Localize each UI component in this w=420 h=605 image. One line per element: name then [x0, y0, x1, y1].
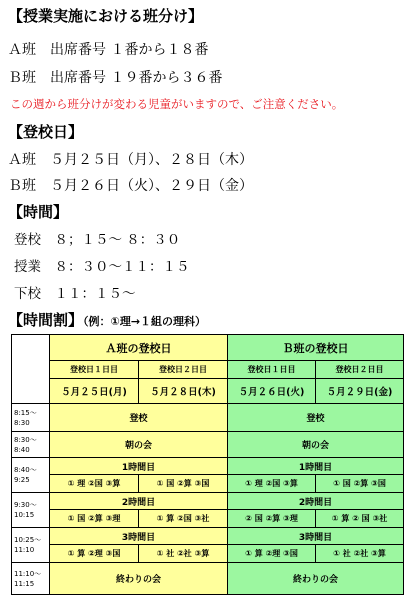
- table-row: [12, 528, 404, 545]
- lessons-line: 授業 ８：３０～１１：１５: [14, 259, 190, 275]
- table-row: [12, 510, 404, 528]
- subject-cell: ② 国 ②算 ③理: [228, 510, 316, 528]
- subject-cell: ① 算 ②理 ③国: [228, 545, 316, 563]
- time-start: 8:15～: [14, 408, 37, 417]
- subject-cell: ① 社 ②社 ③算: [139, 545, 228, 563]
- timetable-note: （例：①理→１組の理科）: [83, 315, 207, 328]
- morning-meeting-cell-b: 朝の会: [228, 432, 404, 458]
- arrive-line: 登校 ８；１５～ ８：３０: [14, 232, 181, 248]
- closing-meeting-cell-b: 終わりの会: [228, 563, 404, 595]
- date-cell: ５月２８日(木): [139, 379, 228, 404]
- period-label: 3時間目: [50, 528, 228, 545]
- group-b-line: Ｂ班 出席番号 １９番から３６番: [8, 70, 223, 86]
- heading-timetable: [8, 310, 206, 332]
- group-a-line: Ａ班 出席番号 １番から１８番: [8, 42, 209, 58]
- period-label: 1時間目: [228, 458, 404, 475]
- time-cell: [12, 458, 50, 493]
- day-label: 登校日１日目: [50, 361, 139, 379]
- days-b-line: Ｂ班 ５月２６日（火）、２９日（金）: [8, 178, 253, 194]
- timetable-table: [11, 334, 404, 595]
- subject-cell: ① 社 ②社 ③算: [316, 545, 404, 563]
- caution-text: この週から班分けが変わる児童がいますので、ご注意ください。: [10, 97, 344, 111]
- time-start: 8:40～: [14, 466, 37, 474]
- days-a-line: Ａ班 ５月２５日（月）、２８日（木）: [8, 152, 253, 168]
- period-label: 2時間目: [228, 493, 404, 510]
- subject-cell: ① 国 ②算 ③理: [50, 510, 139, 528]
- time-cell: [12, 563, 50, 595]
- time-cell: [12, 432, 50, 458]
- arrival-cell-b: 登校: [228, 404, 404, 432]
- morning-meeting-cell-a: 朝の会: [50, 432, 228, 458]
- subject-cell: ① 算 ②理 ③国: [50, 545, 139, 563]
- table-row: [12, 545, 404, 563]
- period-label: 3時間目: [228, 528, 404, 545]
- time-cell: [12, 528, 50, 563]
- time-end: 9:25: [14, 476, 30, 484]
- heading-time: 【時間】: [8, 203, 69, 221]
- table-row: [12, 404, 404, 432]
- group-a-header: Ａ班の登校日: [50, 335, 228, 361]
- day-label: 登校日２日目: [316, 361, 404, 379]
- time-end: 11:10: [14, 546, 35, 554]
- subject-cell: ① 理 ②国 ③算: [228, 475, 316, 493]
- timetable-corner: [12, 335, 50, 404]
- heading-groups: 【授業実施における班分け】: [8, 7, 204, 25]
- subject-cell: ① 理 ②国 ③算: [50, 475, 139, 493]
- leave-line: 下校 １１：１５～: [14, 286, 136, 302]
- date-cell: ５月２５日(月): [50, 379, 139, 404]
- subject-cell: ① 算 ② 国 ③社: [316, 510, 404, 528]
- period-label: 2時間目: [50, 493, 228, 510]
- time-start: 8:30～: [14, 435, 37, 444]
- time-end: 8:40: [14, 445, 30, 454]
- arrival-cell-a: 登校: [50, 404, 228, 432]
- heading-days: 【登校日】: [8, 123, 84, 141]
- time-end: 8:30: [14, 418, 30, 427]
- time-cell: [12, 493, 50, 528]
- time-start: 11:10～: [14, 569, 42, 578]
- table-row: [12, 458, 404, 475]
- closing-meeting-cell-a: 終わりの会: [50, 563, 228, 595]
- table-row: [12, 475, 404, 493]
- time-start: 10:25～: [14, 536, 42, 544]
- table-row: [12, 563, 404, 595]
- table-row: [12, 493, 404, 510]
- day-label: 登校日２日目: [139, 361, 228, 379]
- time-end: 11:15: [14, 579, 35, 588]
- table-row: [12, 432, 404, 458]
- group-b-header: Ｂ班の登校日: [228, 335, 404, 361]
- date-cell: ５月２９日(金): [316, 379, 404, 404]
- period-label: 1時間目: [50, 458, 228, 475]
- date-cell: ５月２６日(火): [228, 379, 316, 404]
- heading-timetable-text: 【時間割】: [8, 311, 84, 329]
- time-end: 10:15: [14, 511, 35, 519]
- subject-cell: ① 国 ②算 ③国: [139, 475, 228, 493]
- time-start: 9:30～: [14, 501, 37, 509]
- subject-cell: ① 算 ②国 ③社: [139, 510, 228, 528]
- time-cell: [12, 404, 50, 432]
- day-label: 登校日１日目: [228, 361, 316, 379]
- subject-cell: ① 国 ②算 ③国: [316, 475, 404, 493]
